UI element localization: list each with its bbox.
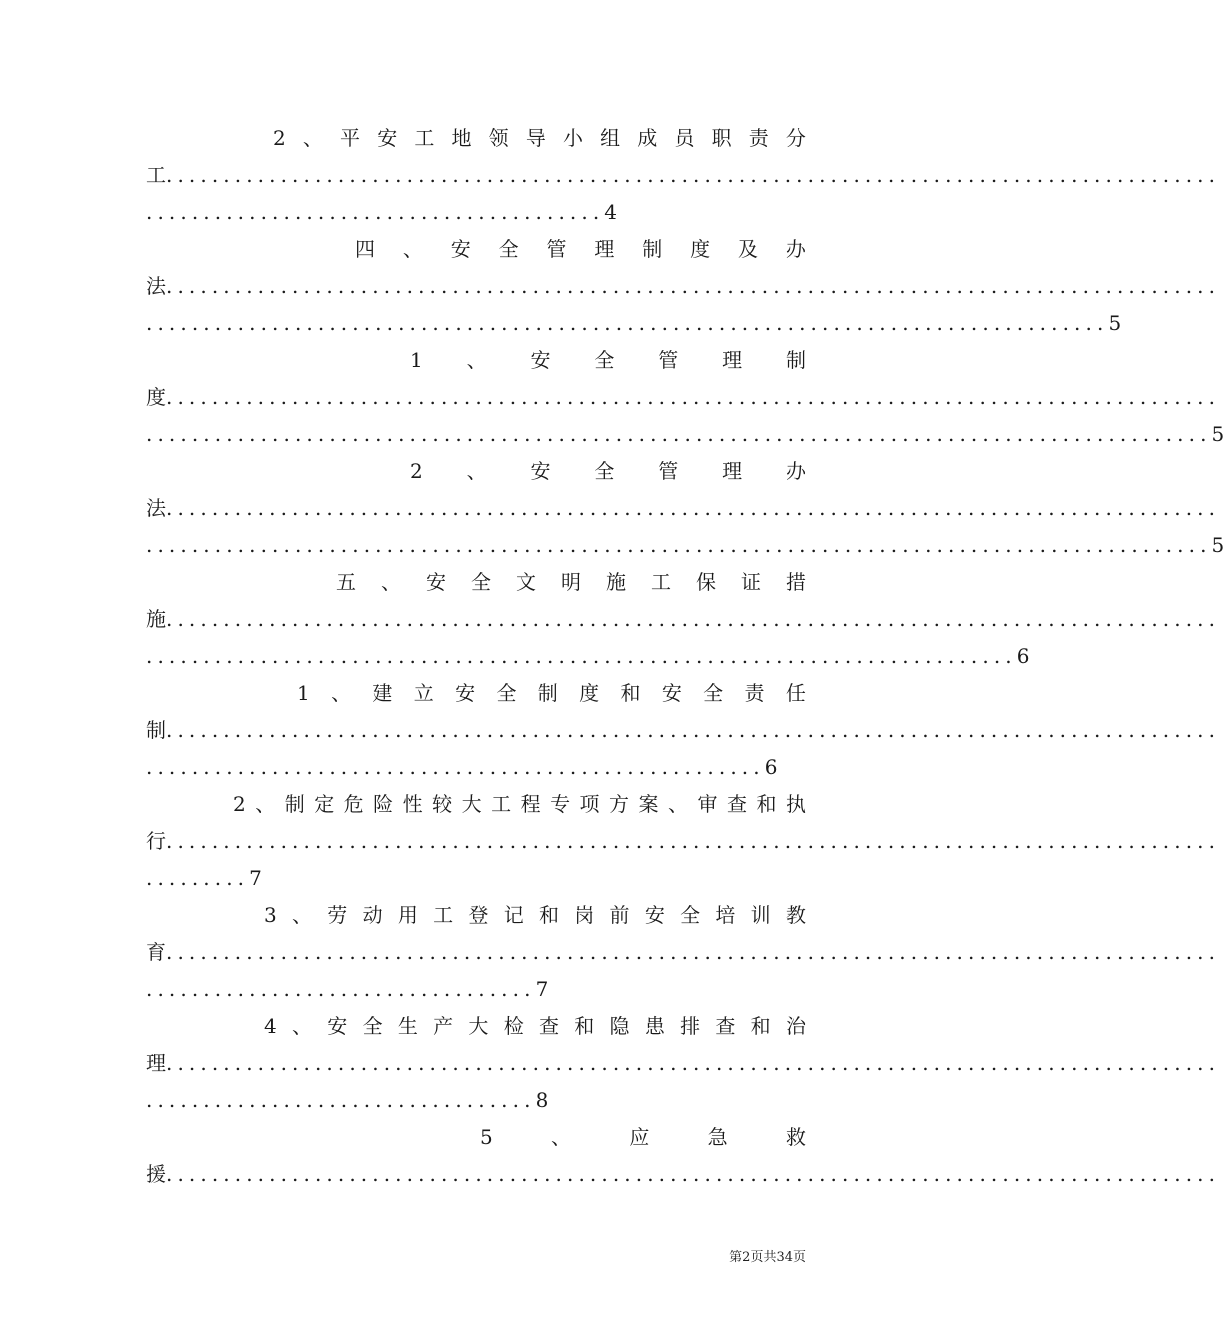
toc-entry-page-line: [146, 860, 806, 897]
title-char: 训: [750, 903, 771, 927]
toc-entry[interactable]: [146, 564, 1221, 675]
title-char: 前: [609, 903, 630, 927]
leader-dots: ............................................................................: [146, 644, 1017, 668]
title-char: 、: [381, 570, 401, 594]
title-char: 性: [402, 792, 423, 816]
toc-entry-wrap-line: [146, 712, 1221, 749]
title-char: 理: [722, 348, 743, 372]
title-char: 和: [750, 1014, 771, 1038]
title-char: 分: [785, 126, 806, 150]
title-char: 领: [488, 126, 509, 150]
toc-entry-wrap-line: [146, 157, 1221, 194]
title-char: 教: [785, 903, 806, 927]
toc-entry[interactable]: [146, 897, 1221, 1008]
leader-dots: ............................................................................................: [166, 718, 1221, 742]
title-char: 安: [661, 681, 682, 705]
toc-entry-wrap-line: [146, 823, 1221, 860]
title-char: 4: [264, 1014, 277, 1038]
title-char: 及: [738, 237, 758, 261]
title-char: 导: [525, 126, 546, 150]
title-char: 办: [785, 237, 806, 261]
wrap-char: 法: [146, 274, 166, 298]
title-char: 、: [292, 903, 313, 927]
title-char: 全: [703, 681, 724, 705]
title-char: 救: [785, 1125, 806, 1149]
toc-entry-wrap-line: [146, 379, 1221, 416]
leader-dots: .............................................................................................: [146, 422, 1212, 446]
title-char: 2: [273, 126, 286, 150]
page-number: 4: [604, 200, 618, 224]
title-char: 案: [638, 792, 659, 816]
toc-entry-title: [146, 897, 806, 934]
leader-dots: ............................................................................................: [166, 274, 1221, 298]
title-char: 保: [696, 570, 716, 594]
toc-entry-page-line: [146, 638, 1030, 675]
title-char: 职: [711, 126, 732, 150]
toc-entry[interactable]: [146, 675, 1221, 786]
wrap-char: 制: [146, 718, 166, 742]
title-char: 四: [355, 237, 375, 261]
toc-entry-page-line: [146, 1082, 806, 1119]
title-char: 用: [397, 903, 418, 927]
leader-dots: ..................................: [146, 1088, 536, 1112]
toc-entry-title: [146, 786, 806, 823]
title-char: 、: [668, 792, 688, 816]
title-char: 文: [516, 570, 536, 594]
wrap-char: 理: [146, 1051, 166, 1075]
title-char: 安: [377, 126, 398, 150]
leader-dots: ............................................................................................: [166, 1051, 1221, 1075]
title-char: 五: [336, 570, 356, 594]
wrap-char: 援: [146, 1162, 166, 1186]
title-char: 危: [343, 792, 364, 816]
title-char: 理: [722, 459, 743, 483]
title-char: 产: [433, 1014, 454, 1038]
title-char: 安: [426, 570, 446, 594]
toc-entry-title: [146, 231, 806, 268]
title-char: 全: [471, 570, 491, 594]
title-char: 员: [674, 126, 695, 150]
toc-entry-page-line: [146, 305, 1122, 342]
toc-entry-title: [146, 1008, 806, 1045]
title-char: 立: [413, 681, 434, 705]
title-char: 岗: [574, 903, 595, 927]
toc-entry-title: [146, 342, 806, 379]
wrap-char: 施: [146, 607, 166, 631]
toc-entry-wrap-line: [146, 934, 1221, 971]
page-number: 8: [535, 1088, 549, 1112]
title-char: 地: [451, 126, 472, 150]
title-char: 管: [658, 459, 679, 483]
title-char: 隐: [609, 1014, 630, 1038]
title-char: 、: [466, 348, 487, 372]
title-char: 责: [744, 681, 765, 705]
title-char: 和: [574, 1014, 595, 1038]
title-char: 、: [302, 126, 323, 150]
wrap-char: 育: [146, 940, 166, 964]
title-char: 成: [637, 126, 658, 150]
title-char: 登: [468, 903, 489, 927]
title-char: 和: [538, 903, 559, 927]
leader-dots: ............................................................................................: [166, 1162, 1221, 1186]
toc-entry-page-line: [146, 527, 1224, 564]
leader-dots: ......................................................: [146, 755, 765, 779]
leader-dots: .............................................................................................: [146, 533, 1212, 557]
title-char: 全: [498, 237, 519, 261]
leader-dots: ............................................................................................: [166, 940, 1221, 964]
title-char: 查: [715, 1014, 736, 1038]
title-char: 培: [715, 903, 736, 927]
leader-dots: ....................................................................................: [146, 311, 1109, 335]
title-char: 治: [785, 1014, 806, 1038]
title-char: 急: [707, 1125, 728, 1149]
page-footer: 第2页共34页: [729, 1250, 806, 1265]
leader-dots: .........: [146, 866, 250, 890]
page-number: 6: [1016, 644, 1030, 668]
title-char: 动: [362, 903, 383, 927]
title-char: 度: [690, 237, 711, 261]
toc-entry[interactable]: [146, 120, 1221, 231]
title-char: 、: [466, 459, 487, 483]
toc-entry-title: [146, 120, 806, 157]
title-char: 度: [579, 681, 600, 705]
title-char: 2: [233, 792, 246, 816]
page-number: 7: [535, 977, 549, 1001]
toc-entry[interactable]: [146, 231, 1221, 342]
toc-entry[interactable]: [146, 786, 1221, 897]
title-char: 工: [491, 792, 512, 816]
toc-entry-title: [146, 1119, 806, 1156]
title-char: 应: [629, 1125, 650, 1149]
toc-entry-wrap-line: [146, 601, 1221, 638]
leader-dots: ............................................................................................: [166, 496, 1221, 520]
toc-entry-page-line: [146, 194, 806, 231]
toc-entry-wrap-line: [146, 1156, 1221, 1193]
title-char: 项: [579, 792, 600, 816]
title-char: 方: [609, 792, 630, 816]
title-char: 劳: [327, 903, 348, 927]
page-number: 6: [764, 755, 778, 779]
title-char: 查: [726, 792, 747, 816]
title-char: 施: [606, 570, 626, 594]
title-char: 制: [537, 681, 558, 705]
title-char: 险: [373, 792, 394, 816]
title-char: 专: [550, 792, 571, 816]
page-number: 5: [1211, 422, 1224, 446]
wrap-char: 法: [146, 496, 166, 520]
title-char: 较: [432, 792, 453, 816]
title-char: 、: [551, 1125, 572, 1149]
title-char: 小: [562, 126, 583, 150]
title-char: 安: [644, 903, 665, 927]
title-char: 理: [594, 237, 615, 261]
toc-entry-title: [146, 453, 806, 490]
page-number: 5: [1211, 533, 1224, 557]
title-char: 、: [255, 792, 276, 816]
title-char: 查: [538, 1014, 559, 1038]
title-char: 执: [785, 792, 806, 816]
title-char: 制: [642, 237, 663, 261]
toc-entry-wrap-line: [146, 1045, 1221, 1082]
title-char: 、: [402, 237, 423, 261]
wrap-char: 度: [146, 385, 166, 409]
title-char: 全: [362, 1014, 383, 1038]
title-char: 患: [644, 1014, 665, 1038]
title-char: 3: [264, 903, 277, 927]
title-char: 工: [433, 903, 454, 927]
leader-dots: ............................................................................................: [166, 385, 1221, 409]
toc-entry-page-line: [146, 971, 806, 1008]
title-char: 工: [414, 126, 435, 150]
wrap-char: 工: [146, 163, 166, 187]
toc-entry-wrap-line: [146, 268, 1221, 305]
title-char: 制: [284, 792, 305, 816]
wrap-char: 行: [146, 829, 166, 853]
title-char: 和: [756, 792, 777, 816]
title-char: 建: [372, 681, 393, 705]
toc-entry[interactable]: [146, 453, 1224, 564]
leader-dots: ............................................................................................: [166, 163, 1221, 187]
toc-entry-title: [146, 564, 806, 601]
title-char: 5: [480, 1125, 493, 1149]
title-char: 全: [496, 681, 517, 705]
title-char: 安: [530, 459, 551, 483]
title-char: 全: [680, 903, 701, 927]
leader-dots: ............................................................................................: [166, 829, 1221, 853]
title-char: 明: [561, 570, 581, 594]
title-char: 证: [741, 570, 761, 594]
title-char: 全: [594, 348, 615, 372]
toc-entry-wrap-line: [146, 490, 1221, 527]
leader-dots: ........................................: [146, 200, 605, 224]
title-char: 、: [331, 681, 352, 705]
title-char: 办: [785, 459, 806, 483]
title-char: 任: [785, 681, 806, 705]
title-char: 和: [620, 681, 641, 705]
title-char: 全: [594, 459, 615, 483]
title-char: 审: [697, 792, 718, 816]
page-number: 5: [1108, 311, 1122, 335]
page-number: 7: [249, 866, 262, 890]
title-char: 组: [600, 126, 621, 150]
title-char: 2: [410, 459, 423, 483]
title-char: 大: [461, 792, 482, 816]
title-char: 生: [397, 1014, 418, 1038]
title-char: 检: [503, 1014, 524, 1038]
title-char: 措: [786, 570, 806, 594]
title-char: 定: [314, 792, 335, 816]
toc-entry-page-line: [146, 416, 1224, 453]
leader-dots: ............................................................................................: [166, 607, 1221, 631]
toc-entry[interactable]: [146, 342, 1224, 453]
toc-entry[interactable]: [146, 1008, 1221, 1119]
title-char: 程: [520, 792, 541, 816]
title-char: 责: [748, 126, 769, 150]
title-char: 平: [340, 126, 361, 150]
title-char: 排: [680, 1014, 701, 1038]
title-char: 记: [503, 903, 524, 927]
title-char: 制: [785, 348, 806, 372]
title-char: 安: [450, 237, 471, 261]
title-char: 安: [455, 681, 476, 705]
title-char: 1: [297, 681, 310, 705]
title-char: 安: [327, 1014, 348, 1038]
title-char: 大: [468, 1014, 489, 1038]
title-char: 管: [658, 348, 679, 372]
title-char: 、: [292, 1014, 313, 1038]
title-char: 工: [651, 570, 671, 594]
title-char: 管: [546, 237, 567, 261]
title-char: 安: [530, 348, 551, 372]
title-char: 1: [410, 348, 423, 372]
leader-dots: ..................................: [146, 977, 536, 1001]
toc-entry-page-line: [146, 749, 806, 786]
toc-entry-title: [146, 675, 806, 712]
toc-entry[interactable]: [146, 1119, 1221, 1193]
